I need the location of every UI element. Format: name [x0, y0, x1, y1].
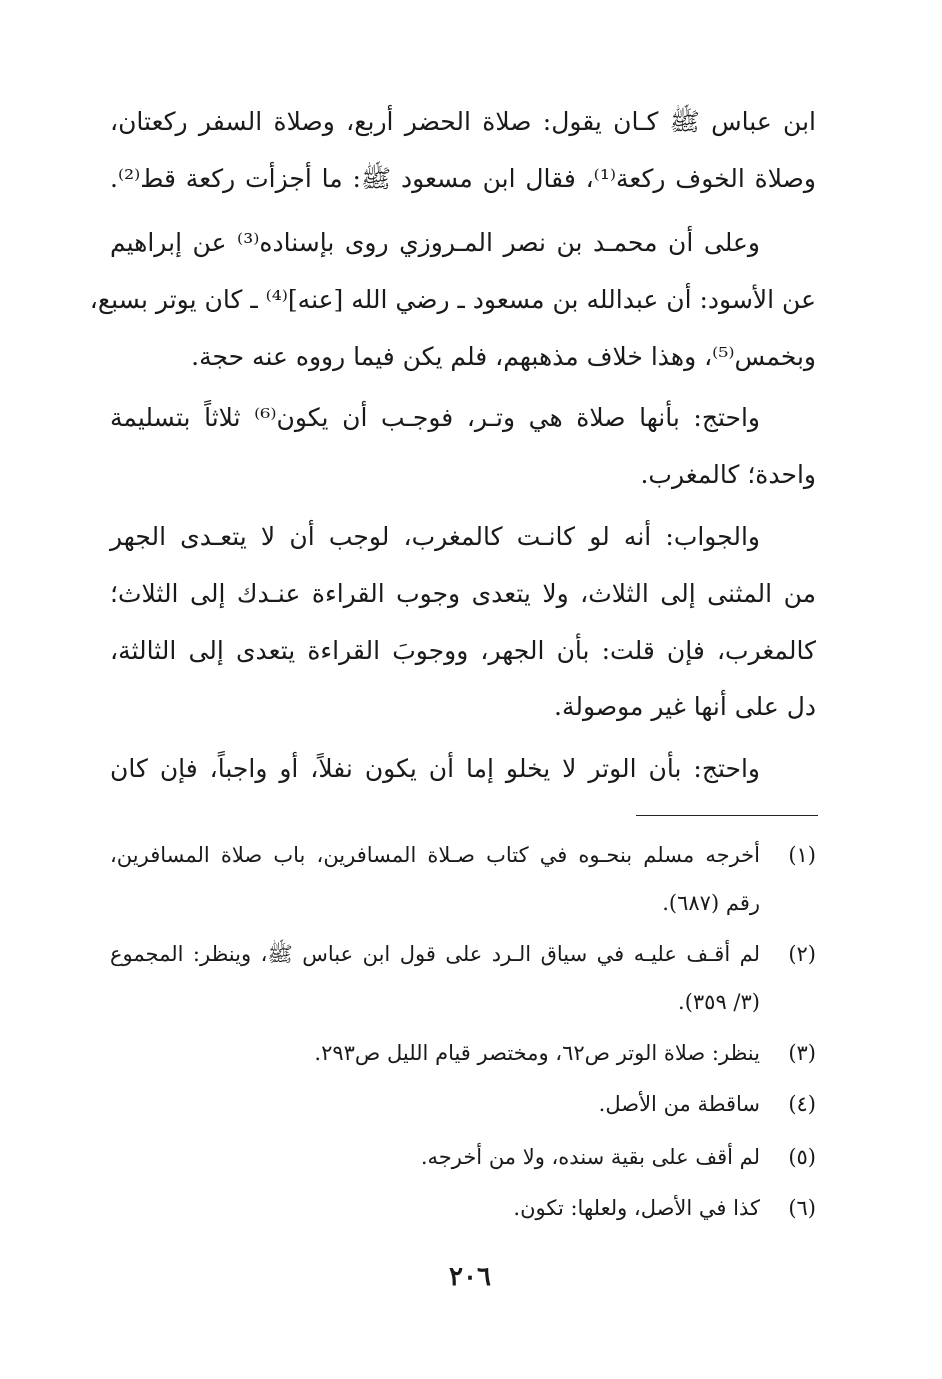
text-line: وبخمس⁽⁵⁾، وهذا خلاف مذهبهم، فلم يكن فيما رووه عنه حجة.: [191, 342, 816, 371]
footnote-number: (٣): [788, 1041, 816, 1065]
text-line: عن الأسود: أن عبدالله بن مسعود ـ رضي الله [عنه]⁽⁴⁾ ـ كان يوتر بسبع،: [89, 285, 816, 314]
text-line: دل على أنها غير موصولة.: [554, 692, 816, 721]
footnote-line: رقم (٦٨٧).: [662, 891, 760, 915]
footnote-number: (١): [788, 843, 816, 867]
footnote-number: (٥): [788, 1145, 816, 1169]
footnote-separator: [636, 815, 818, 816]
text-line: واحدة؛ كالمغرب.: [640, 460, 816, 489]
page-number: ٢٠٦: [449, 1262, 491, 1292]
footnote-line: لم أقف على بقية سنده، ولا من أخرجه.: [420, 1145, 760, 1169]
footnote-line: (٣/ ٣٥٩).: [678, 990, 760, 1014]
text-line: وعلى أن محمـد بن نصر المـروزي روى بإسناده⁽³⁾ عن إبراهيم: [110, 228, 760, 257]
footnote-number: (٦): [788, 1196, 816, 1220]
footnote-number: (٢): [788, 942, 816, 966]
text-line: وصلاة الخوف ركعة⁽¹⁾، فقال ابن مسعود ﷺ: ما أجزأت ركعة قط⁽²⁾.: [110, 164, 816, 193]
footnote-line: كذا في الأصل، ولعلها: تكون.: [513, 1196, 760, 1220]
footnote-line: ساقطة من الأصل.: [598, 1092, 760, 1116]
text-line: والجواب: أنه لو كانـت كالمغرب، لوجب أن لا يتعـدى الجهر: [110, 522, 760, 551]
text-line: واحتج: بأن الوتر لا يخلو إما أن يكون نفلاً، أو واجباً، فإن كان: [110, 754, 760, 783]
text-line: ابن عباس ﷺ كـان يقول: صلاة الحضر أربع، وصلاة السفر ركعتان،: [110, 107, 816, 136]
text-line: من المثنى إلى الثلاث، ولا يتعدى وجوب القراءة عنـدك إلى الثلاث؛: [110, 579, 816, 608]
footnote-line: أخرجه مسلم بنحـوه في كتاب صـلاة المسافرين، باب صلاة المسافرين،: [110, 843, 760, 867]
footnote-line: ينظر: صلاة الوتر ص٦٢، ومختصر قيام الليل ص٢٩٣.: [314, 1041, 760, 1065]
text-line: كالمغرب، فإن قلت: بأن الجهر، ووجوبَ القراءة يتعدى إلى الثالثة،: [110, 636, 816, 665]
text-line: واحتج: بأنها صلاة هي وتـر، فوجـب أن يكون⁽⁶⁾ ثلاثاً بتسليمة: [110, 403, 760, 432]
footnote-number: (٤): [788, 1092, 816, 1116]
footnote-line: لم أقـف عليـه في سياق الـرد على قول ابن عباس ﷺ، وينظر: المجموع: [110, 942, 760, 966]
